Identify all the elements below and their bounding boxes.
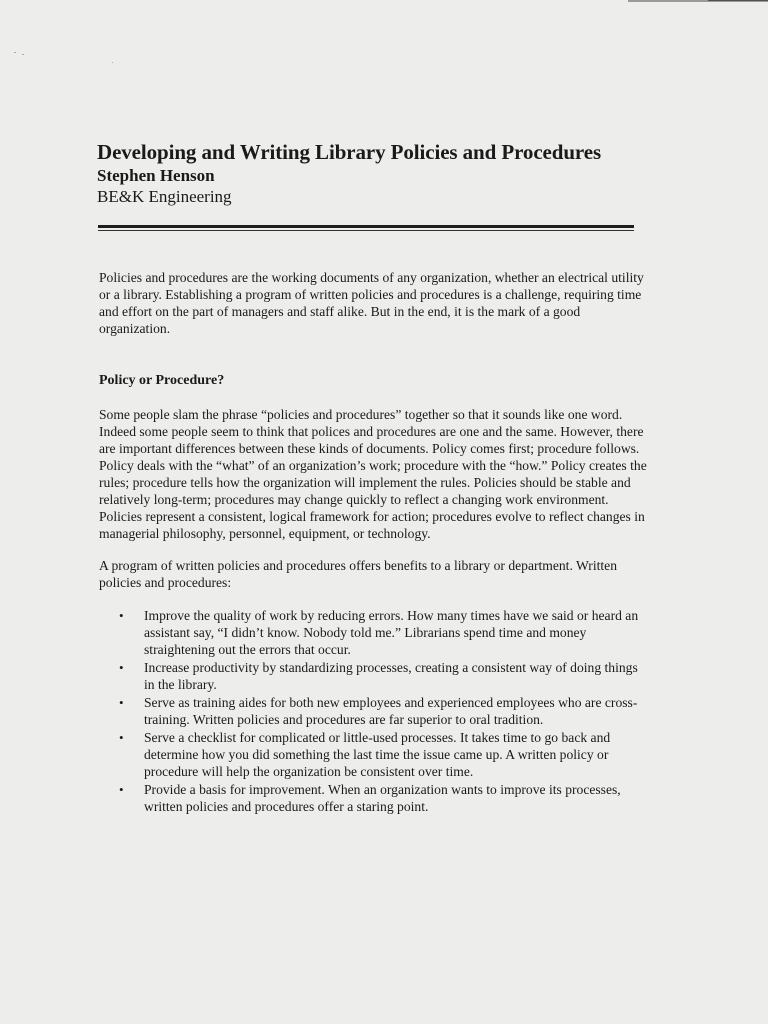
scan-speck xyxy=(14,52,16,53)
document-header xyxy=(97,138,637,208)
section-paragraph-1: Some people slam the phrase “policies and procedures” together so that it sounds like one word. Indeed some people seem to think that polices and procedures are one and the same. However, there are important differences between these kinds of documents. Policy comes first; procedure follows. Policy deals with the “what” of an organization’s work; procedure with the “how.” Policy creates the rules; procedure tells how the organization will implement the rules. Policies should be stable and relatively long-term; procedures may change quickly to reflect a changing work environment. Policies represent a consistent, logical framework for action; procedures evolve to reflect changes in managerial philosophy, personnel, equipment, or technology. xyxy=(99,407,647,541)
bullet-icon: • xyxy=(119,695,124,710)
scan-speck xyxy=(112,62,113,63)
document-affiliation: BE&K Engineering xyxy=(97,187,232,206)
list-item xyxy=(99,694,647,728)
list-item-text: Serve a checklist for complicated or little-used processes. It takes time to go back and determine how you did something the last time the issue came up. A written policy or procedure will help the organization be consistent over time. xyxy=(144,730,611,779)
benefits-list xyxy=(99,607,647,816)
list-item xyxy=(99,659,647,693)
bullet-icon: • xyxy=(119,660,124,675)
list-item-text: Increase productivity by standardizing processes, creating a consistent way of doing things in the library. xyxy=(144,660,638,692)
list-item xyxy=(99,729,647,780)
header-divider-thin xyxy=(98,230,634,231)
bullet-icon: • xyxy=(119,730,124,745)
document-author: Stephen Henson xyxy=(97,166,215,185)
list-item xyxy=(99,781,647,815)
document-title: Developing and Writing Library Policies and Procedures xyxy=(97,140,602,164)
list-item xyxy=(99,607,647,658)
header-divider-thick xyxy=(98,225,634,228)
list-item-text: Provide a basis for improvement. When an organization wants to improve its processes, written policies and procedures offer a staring point. xyxy=(144,782,621,814)
section-heading: Policy or Procedure? xyxy=(99,373,225,388)
list-item-text: Serve as training aides for both new employees and experienced employees who are cross-training. Written policies and procedures are far superior to oral tradition. xyxy=(144,695,638,727)
bullet-icon: • xyxy=(119,608,124,623)
intro-paragraph: Policies and procedures are the working documents of any organization, whether an electrical utility or a library. Establishing a program of written policies and procedures is a challenge, requiring time and effort on the part of managers and staff alike. But in the end, it is the mark of a good organization. xyxy=(99,270,644,336)
scan-speck xyxy=(22,54,24,55)
bullet-icon: • xyxy=(119,782,124,797)
section-paragraph-2: A program of written policies and procedures offers benefits to a library or department. Written policies and procedures: xyxy=(99,558,617,590)
scan-edge-mark-dark xyxy=(708,0,768,1)
list-item-text: Improve the quality of work by reducing errors. How many times have we said or heard an assistant say, “I didn’t know. Nobody told me.” Librarians spend time and money straightening out the errors that occur. xyxy=(144,608,639,657)
